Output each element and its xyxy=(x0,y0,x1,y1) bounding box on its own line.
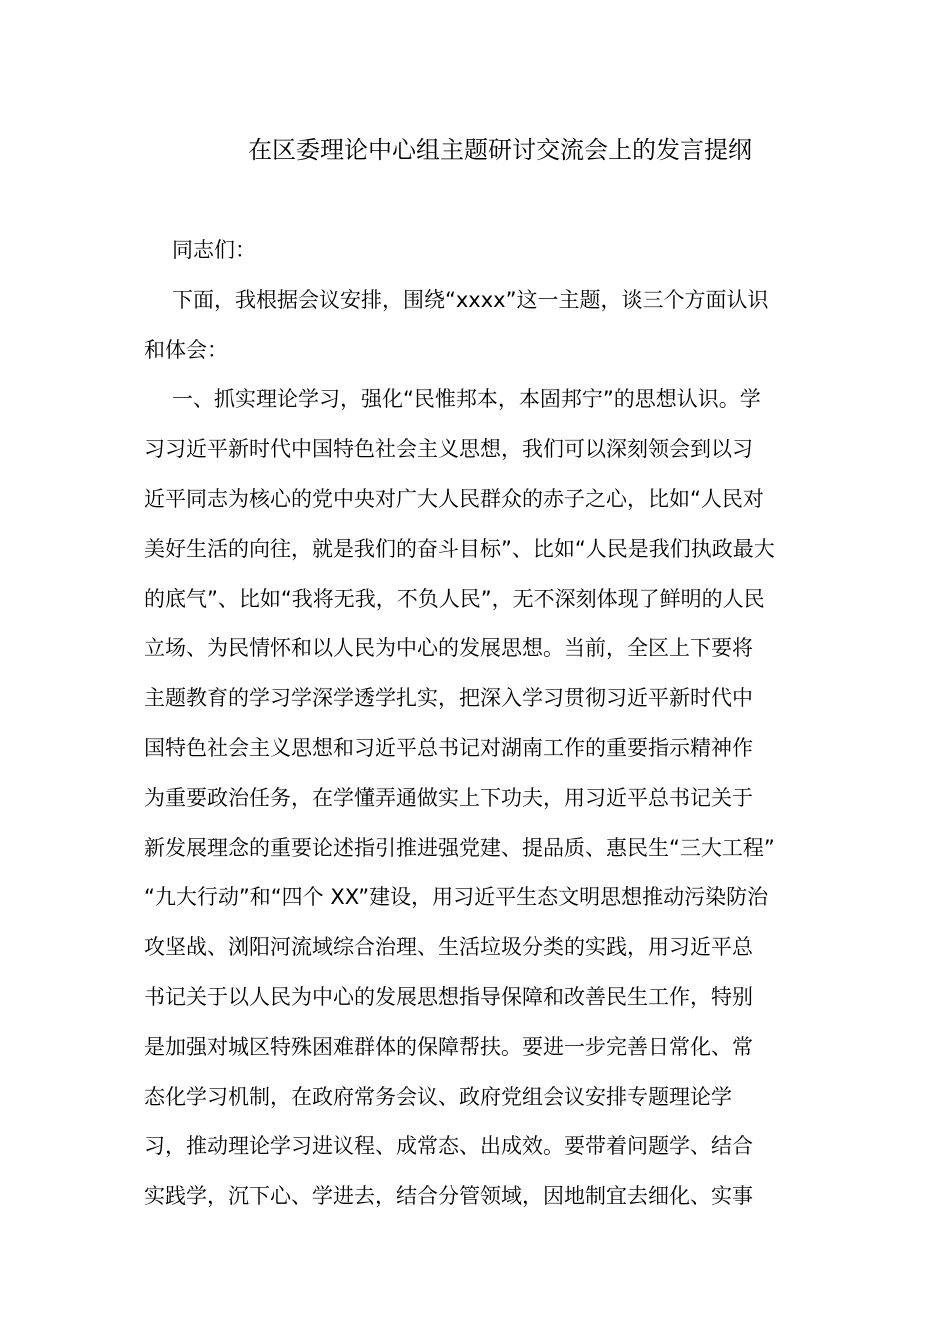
paragraph-line: 的底气”、比如“我将无我，不负人民”，无不深刻体现了鲜明的人民 xyxy=(144,586,765,611)
paragraph-line: 新发展理念的重要论述指引推进强党建、提品质、惠民生“三大工程” xyxy=(144,835,775,860)
salutation-line: 同志们： xyxy=(172,238,256,262)
paragraph-line: 下面，我根据会议安排，围绕“xxxx”这一主题，谈三个方面认识 xyxy=(172,287,769,312)
paragraph-line: 主题教育的学习学深学透学扎实，把深入学习贯彻习近平新时代中 xyxy=(144,686,753,711)
paragraph-line: 近平同志为核心的党中央对广大人民群众的赤子之心，比如“人民对 xyxy=(144,486,764,511)
paragraph-line: 立场、为民情怀和以人民为中心的发展思想。当前，全区上下要将 xyxy=(144,636,753,661)
paragraph-line: “九大行动”和“四个 XX”建设，用习近平生态文明思想推动污染防治 xyxy=(144,885,769,910)
paragraph-line: 是加强对城区特殊困难群体的保障帮扶。要进一步完善日常化、常 xyxy=(144,1034,753,1059)
paragraph-line: 美好生活的向往，就是我们的奋斗目标”、比如“人民是我们执政最大 xyxy=(144,536,775,561)
document-title: 在区委理论中心组主题研讨交流会上的发言提纲 xyxy=(248,136,752,164)
paragraph-line: 实践学，沉下心、学进去，结合分管领域，因地制宜去细化、实事 xyxy=(144,1184,753,1209)
paragraph-line: 和体会： xyxy=(144,337,228,362)
paragraph-line: 态化学习机制，在政府常务会议、政府党组会议安排专题理论学 xyxy=(144,1084,732,1109)
paragraph-line: 国特色社会主义思想和习近平总书记对湖南工作的重要指示精神作 xyxy=(144,735,753,760)
paragraph-line: 攻坚战、浏阳河流域综合治理、生活垃圾分类的实践，用习近平总 xyxy=(144,935,753,960)
paragraph-line: 习习近平新时代中国特色社会主义思想，我们可以深刻领会到以习 xyxy=(144,437,753,462)
document-body xyxy=(144,226,808,1222)
paragraph-line: 书记关于以人民为中心的发展思想指导保障和改善民生工作，特别 xyxy=(144,984,753,1009)
paragraph-line: 习，推动理论学习进议程、成常态、出成效。要带着问题学、结合 xyxy=(144,1134,753,1159)
section-heading-line: 一、抓实理论学习，强化“民惟邦本，本固邦宁”的思想认识。学 xyxy=(172,387,761,412)
paragraph-line: 为重要政治任务，在学懂弄通做实上下功夫，用习近平总书记关于 xyxy=(144,785,753,810)
